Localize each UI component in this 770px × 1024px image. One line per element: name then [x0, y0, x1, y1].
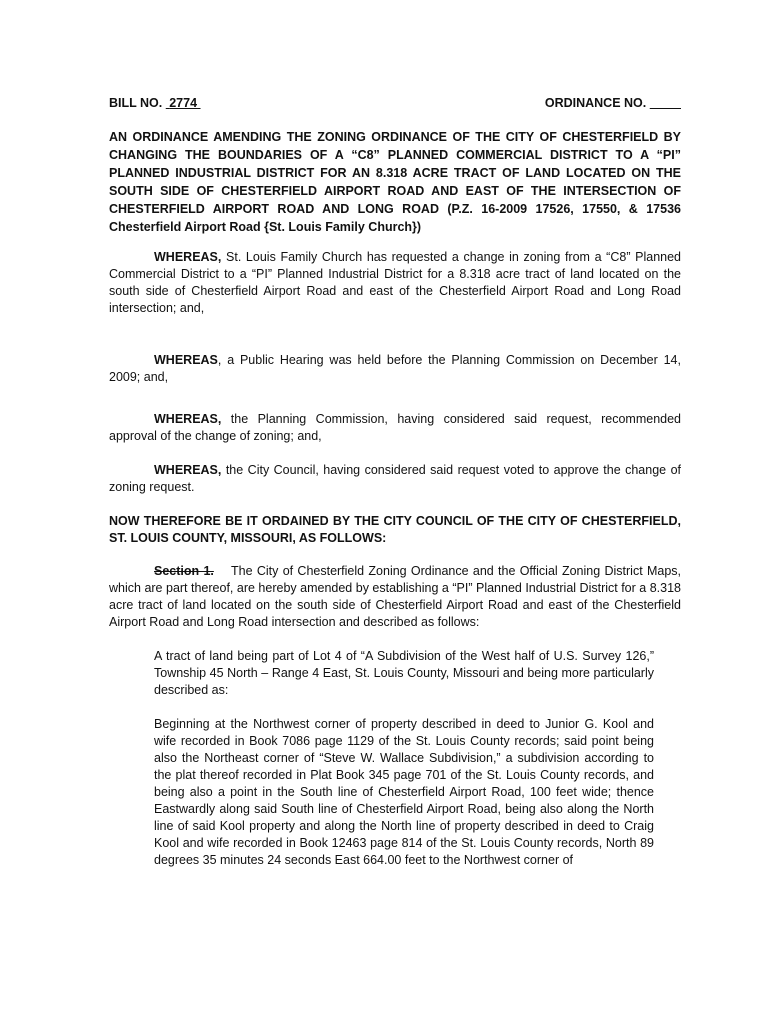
- whereas-lead: WHEREAS: [154, 353, 218, 367]
- ordinance-number-blank: [650, 96, 681, 110]
- whereas-text: the Planning Commission, having considered said request, recommended approval of the change of zoning; and,: [109, 412, 681, 443]
- ordinance-page: [109, 95, 681, 869]
- whereas-lead: WHEREAS,: [154, 463, 222, 477]
- whereas-text: St. Louis Family Church has requested a change in zoning from a “C8” Planned Commercial District to a “PI” Planned Industrial District for a 8.318 acre tract of land located on the south side of Chesterfield Airport Road and east of the Chesterfield Airport Road and Long Road intersection; and,: [109, 250, 681, 315]
- whereas-lead: WHEREAS,: [154, 412, 222, 426]
- whereas-text: the City Council, having considered said request voted to approve the change of zoning request.: [109, 463, 681, 494]
- section-1-text: The City of Chesterfield Zoning Ordinance and the Official Zoning District Maps, which are part thereof, are hereby amended by establishing a “PI” Planned Industrial District for a 8.318 acre tract of land located on the south side of Chesterfield Airport Road and east of the Chesterfield Airport Road and Long Road intersection and described as follows:: [109, 564, 681, 629]
- ordained-clause: NOW THEREFORE BE IT ORDAINED BY THE CITY COUNCIL OF THE CITY OF CHESTERFIELD, ST. LOUIS COUNTY, MISSOURI, AS FOLLOWS:: [109, 514, 681, 545]
- whereas-paragraph: [109, 352, 681, 386]
- legal-description: [154, 648, 654, 869]
- ordinance-title: AN ORDINANCE AMENDING THE ZONING ORDINANCE OF THE CITY OF CHESTERFIELD BY CHANGING THE BOUNDARIES OF A “C8” PLANNED COMMERCIAL DISTRICT TO A “PI” PLANNED INDUSTRIAL DISTRICT FOR AN 8.318 ACRE TRACT OF LAND LOCATED ON THE SOUTH SIDE OF CHESTERFIELD AIRPORT ROAD AND EAST OF THE INTERSECTION OF CHESTERFIELD AIRPORT ROAD AND LONG ROAD (P.Z. 16-2009 17526, 17550, & 17536 Chesterfield Airport Road {St. Louis Family Church}): [109, 130, 681, 234]
- section-1-paragraph: [109, 563, 681, 631]
- whereas-text: , a Public Hearing was held before the Planning Commission on December 14, 2009; and,: [109, 353, 681, 384]
- bill-number: 2774: [169, 96, 198, 110]
- document-header: [109, 95, 681, 111]
- whereas-paragraph: [109, 249, 681, 317]
- legal-description-body: Beginning at the Northwest corner of property described in deed to Junior G. Kool and wife recorded in Book 7086 page 1129 of the St. Louis County records; said point being also the Northeast corner of “Steve W. Wallace Subdivision,” a subdivision according to the plat thereof recorded in Plat Book 345 page 701 of the St. Louis County records, and being also a point in the South line of Chesterfield Airport Road, 100 feet wide; thence Eastwardly along said South line of Chesterfield Airport Road, being also along the North line of said Kool property and along the North line of property described in deed to Craig Kool and wife recorded in Book 12463 page 814 of the St. Louis County records, North 89 degrees 35 minutes 24 seconds East 664.00 feet to the Northwest corner of: [154, 717, 654, 867]
- legal-description-intro: A tract of land being part of Lot 4 of “A Subdivision of the West half of U.S. Survey 126,” Township 45 North – Range 4 East, St. Louis County, Missouri and being more particularly described as:: [154, 649, 654, 697]
- whereas-paragraph: [109, 462, 681, 496]
- ordinance-number-line: [545, 95, 681, 111]
- ordinance-label: ORDINANCE NO.: [544, 96, 647, 110]
- section-1-label: Section 1.: [154, 564, 214, 578]
- whereas-lead: WHEREAS,: [154, 250, 222, 264]
- whereas-paragraph: [109, 411, 681, 445]
- bill-label: BILL NO.: [109, 96, 163, 110]
- bill-number-line: [109, 95, 201, 111]
